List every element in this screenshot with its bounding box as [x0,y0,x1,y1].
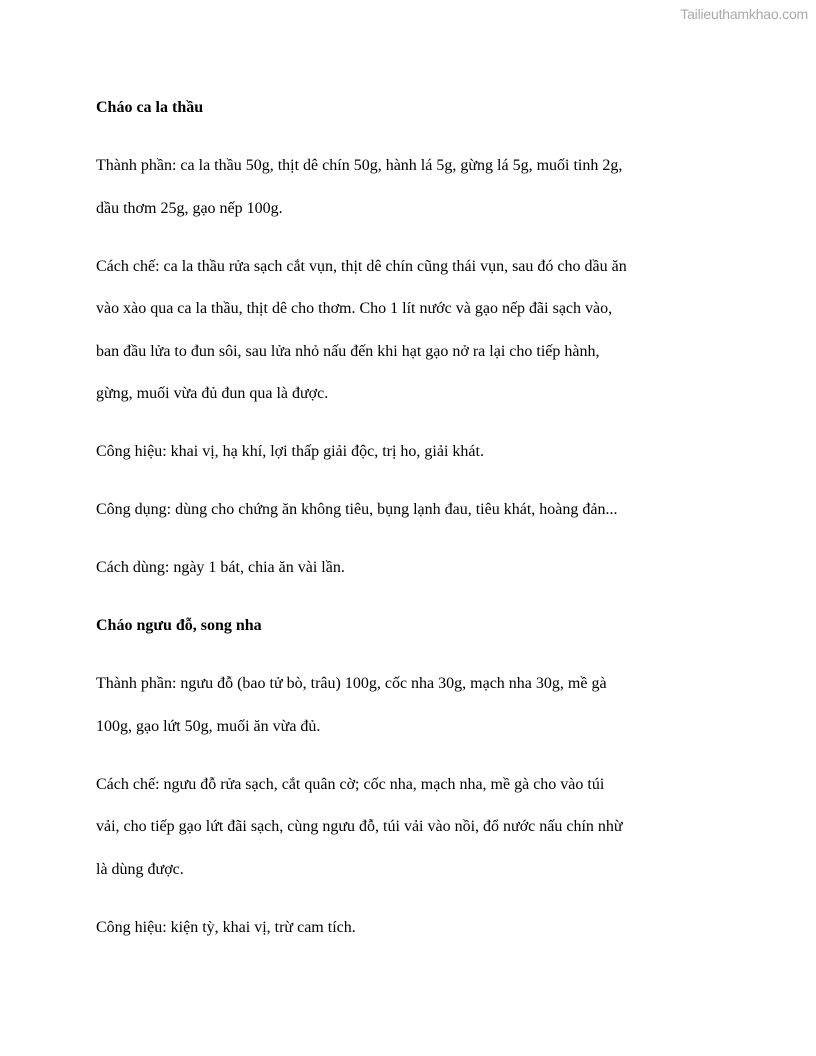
text-line: Cháo ngưu đỗ, song nha [96,617,262,634]
text-line: Cách dùng: ngày 1 bát, chia ăn vài lần. [96,559,345,576]
paragraph [96,772,736,900]
paragraph [96,439,736,482]
text-line: vải, cho tiếp gạo lứt đãi sạch, cùng ngưu đỗ, túi vải vào nồi, đổ nước nấu chín nhừ [96,818,623,835]
text-line: gừng, muối vừa đủ đun qua là được. [96,385,329,402]
paragraph [96,555,736,598]
text-line: dầu thơm 25g, gạo nếp 100g. [96,199,283,217]
text-line: Cháo ca la thầu [96,99,204,116]
paragraph [96,497,736,540]
paragraph [96,915,736,958]
text-line: Công dụng: dùng cho chứng ăn không tiêu, bụng lạnh đau, tiêu khát, hoàng đản... [96,501,618,518]
text-line: Công hiệu: khai vị, hạ khí, lợi thấp giải độc, trị ho, giải khát. [96,443,484,460]
text-line: Công hiệu: kiện tỳ, khai vị, trừ cam tích. [96,918,356,936]
text-line: Cách chế: ngưu đỗ rửa sạch, cắt quân cờ; cốc nha, mạch nha, mề gà cho vào túi [96,775,605,793]
text-line: Thành phần: ca la thầu 50g, thịt dê chín 50g, hành lá 5g, gừng lá 5g, muối tinh 2g, [96,157,623,174]
section-heading [96,613,736,656]
text-line: Thành phần: ngưu đỗ (bao tử bò, trâu) 100g, cốc nha 30g, mạch nha 30g, mề gà [96,675,607,692]
document-body [96,95,736,973]
paragraph [96,254,736,424]
paragraph [96,153,736,238]
text-line: ban đầu lửa to đun sôi, sau lửa nhỏ nấu đến khi hạt gạo nở ra lại cho tiếp hành, [96,342,600,360]
text-line: là dùng được. [96,860,184,878]
text-line: vào xào qua ca la thầu, thịt dê cho thơm. Cho 1 lít nước và gạo nếp đãi sạch vào, [96,300,613,317]
watermark: Tailieuthamkhao.com [680,6,808,22]
text-line: 100g, gạo lứt 50g, muối ăn vừa đủ. [96,717,321,735]
paragraph [96,671,736,756]
section-heading [96,95,736,138]
text-line: Cách chế: ca la thầu rửa sạch cắt vụn, thịt dê chín cũng thái vụn, sau đó cho dầu ăn [96,257,627,275]
